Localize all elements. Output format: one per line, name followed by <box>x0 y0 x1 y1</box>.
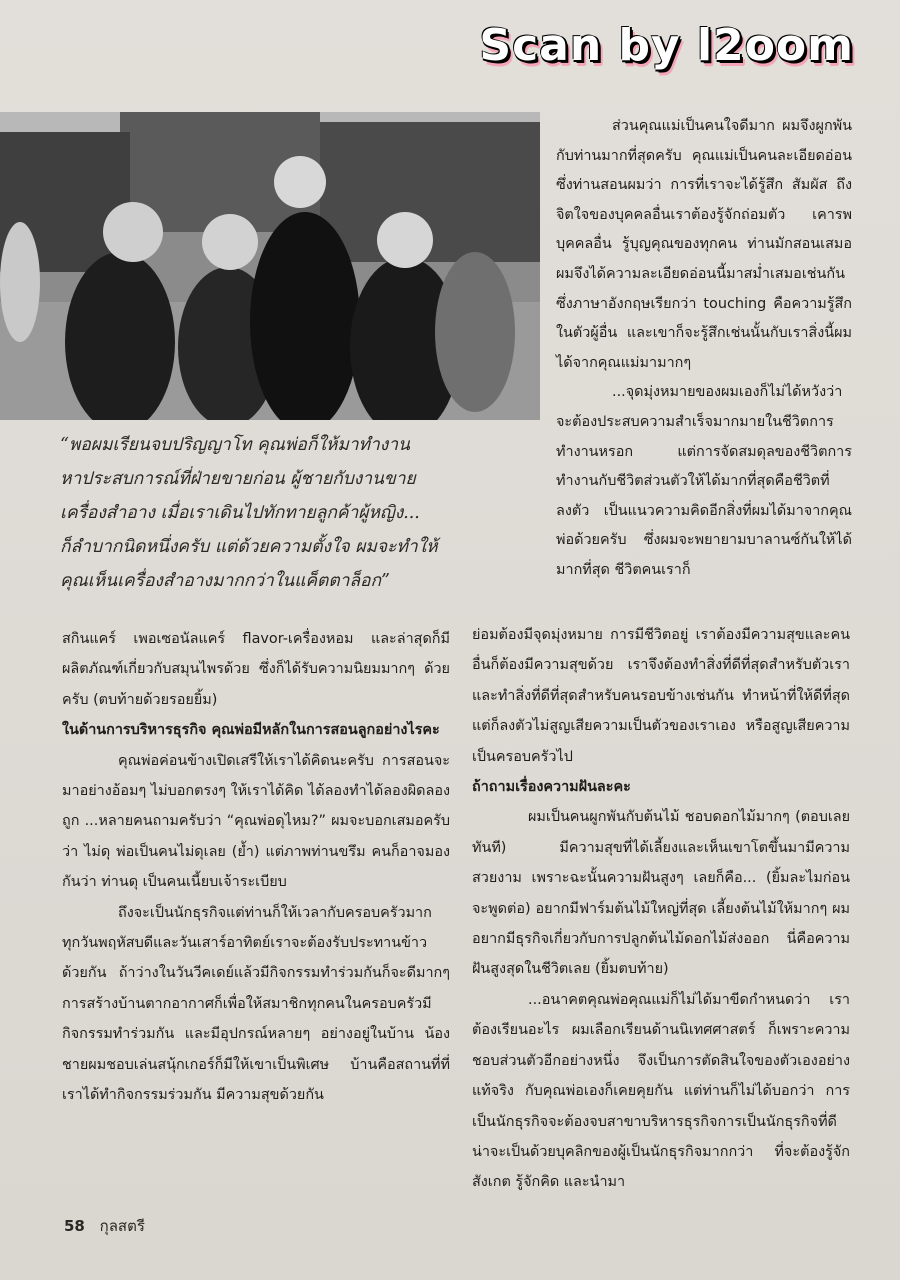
paragraph-father-teaching: คุณพ่อค่อนข้างเปิดเสรีให้เราได้คิดนะครับ การสอนจะมาอย่างอ้อมๆ ไม่บอกตรงๆ ให้เราได้คิด ได้ลองทำได้ลองผิดลองถูก ...หลายคนถามครับว่า “คุณพ่อดุไหม?” ผมจะบอกเสมอครับว่า ไม่ดุ พ่อเป็นคนไม่ดุเลย (ย้ำ) แต่ภาพท่านขรึม คนก็อาจมองกันว่า ท่านดุ เป็นคนเนี้ยบเจ้าระเบียบ <box>62 752 450 891</box>
paragraph-future: ...อนาคตคุณพ่อคุณแม่ก็ไม่ได้มาขีดกำหนดว่า เราต้องเรียนอะไร ผมเลือกเรียนด้านนิเทศศาสตร์ ก็เพราะความชอบส่วนตัวอีกอย่างหนึ่ง จึงเป็นการตัดสินใจของตัวเองอย่างแท้จริง กับคุณพ่อเองก็เคยคุยกัน แต่ท่านก็ไม่ได้บอกว่า การเป็นนักธุรกิจจะต้องจบสาขาบริหารธุรกิจการเป็นนักธุรกิจที่ดีน่าจะเป็นด้วยบุคลิกของผู้เป็นนักธุรกิจมากกว่า ที่จะต้องรู้จักสังเกต รู้จักคิด และนำมา <box>472 991 850 1191</box>
pull-quote-line: คุณเห็นเครื่องสำอางมากกว่าในแค็ตตาล็อก” <box>60 571 390 591</box>
paragraph-family-time: ถึงจะเป็นนักธุรกิจแต่ท่านก็ให้เวลากับครอบครัวมาก ทุกวันพฤหัสบดีและวันเสาร์อาทิตย์เราจะต้องรับประทานข้าวด้วยกัน ถ้าว่างในวันวีคเดย์แล้วมีกิจกรรมทำร่วมกันก็จะดีมากๆ การสร้างบ้านตากอากาศก็เพื่อให้สมาชิกทุกคนในครอบครัวมีกิจกรรมทำร่วมกัน และมีอุปกรณ์หลายๆ อย่างอยู่ในบ้าน น้องชายผมชอบเล่นสนุ้กเกอร์ก็มีให้เขาเป็นพิเศษ บ้านคือสถานที่ที่เราได้ทำกิจกรรมร่วมกัน มีความสุขด้วยกัน <box>62 904 450 1104</box>
paragraph-products: สกินแคร์ เพอเซอนัลแคร์ flavor-เครื่องหอม และล่าสุดก็มีผลิตภัณฑ์เกี่ยวกับสมุนไพรด้วย ซึ่งก็ได้รับความนิยมมากๆ ด้วยครับ (ตบท้ายด้วยรอยยิ้ม) <box>62 631 450 708</box>
paragraph-goal: ...จุดมุ่งหมายของผมเองก็ไม่ได้หวังว่าจะต้องประสบความสำเร็จมากมายในชีวิตการทำงานหรอก แต่การจัดสมดุลของชีวิตการทำงานกับชีวิตส่วนตัวให้ได้มากที่สุดคือชีวิตที่ลงตัว เป็นแนวความคิดอีกสิ่งที่ผมได้มาจากคุณพ่อด้วยครับ ซึ่งผมจะพยายามบาลานซ์กันให้ได้มากที่สุด ชีวิตคนเราก็ <box>556 384 852 578</box>
pull-quote-line: ก็ลำบากนิดหนึ่งครับ แต่ด้วยความตั้งใจ ผมจะทำให้ <box>60 537 438 557</box>
paragraph-mother: ส่วนคุณแม่เป็นคนใจดีมาก ผมจึงผูกพันกับท่านมากที่สุดครับ คุณแม่เป็นคนละเอียดอ่อน ซึ่งท่านสอนผมว่า การที่เราจะได้รู้สึก สัมผัส ถึงจิตใจของบุคคลอื่นเราต้องรู้จักถ่อมตัว เคารพบุคคลอื่น รู้บุญคุณของทุกคน ท่านมักสอนเสมอ ผมจึงได้ความละเอียดอ่อนนี้มาสม่ำเสมอเช่นกัน ซึ่งภาษาอังกฤษเรียกว่า touching คือความรู้สึกในตัวผู้อื่น และเขาก็จะรู้สึกเช่นนั้นกับเราสิ่งนี้ผมได้จากคุณแม่มามากๆ <box>556 118 852 371</box>
pull-quote-line: เครื่องสำอาง เมื่อเราเดินไปทักทายลูกค้าผู้หญิง... <box>60 503 420 523</box>
graduation-photo <box>0 112 540 420</box>
left-column <box>62 624 450 1111</box>
pull-quote-line: “พอผมเรียนจบปริญญาโท คุณพ่อก็ให้มาทำงาน <box>60 435 410 455</box>
magazine-name: กุลสตรี <box>99 1217 145 1235</box>
right-column-bottom <box>472 620 850 1198</box>
pull-quote-line: หาประสบการณ์ที่ฝ่ายขายก่อน ผู้ชายกับงานขาย <box>60 469 416 489</box>
graduation-photo-illustration <box>0 112 540 420</box>
page-footer <box>64 1214 145 1238</box>
paragraph-dream: ผมเป็นคนผูกพันกับต้นไม้ ชอบดอกไม้มากๆ (ตอบเลยทันที) มีความสุขที่ได้เลี้ยงและเห็นเขาโตขึ้นมามีความสวยงาม เพราะฉะนั้นความฝันสูงๆ เลยก็คือ... (ยิ้มละไมก่อนจะพูดต่อ) อยากมีฟาร์มต้นไม้ใหญ่ที่สุด เลี้ยงต้นไม้ให้มากๆ ผมอยากมีธุรกิจเกี่ยวกับการปลูกต้นไม้ดอกไม้ส่งออก นี่คือความฝันสูงสุดในชีวิตเลย (ยิ้มตบท้าย) <box>472 809 850 978</box>
right-column-top <box>556 112 852 586</box>
question-heading-dream: ถ้าถามเรื่องความฝันละคะ <box>472 779 631 796</box>
scan-watermark: Scan by l2oom <box>479 20 854 71</box>
page-number: 58 <box>64 1217 85 1235</box>
paragraph-happiness: ย่อมต้องมีจุดมุ่งหมาย การมีชีวิตอยู่ เราต้องมีความสุขและคนอื่นก็ต้องมีความสุขด้วย เราจึงต้องทำสิ่งที่ดีที่สุดสำหรับตัวเรา และทำสิ่งที่ดีที่สุดสำหรับคนรอบข้างเช่นกัน ทำหน้าที่ให้ดีที่สุด แต่ก็ลงตัวไม่สูญเสียความเป็นตัวของเราเอง หรือสูญเสียความเป็นครอบครัวไป <box>472 627 850 765</box>
pull-quote <box>60 428 538 598</box>
question-heading-management: ในด้านการบริหารธุรกิจ คุณพ่อมีหลักในการสอนลูกอย่างไรคะ <box>62 722 440 739</box>
